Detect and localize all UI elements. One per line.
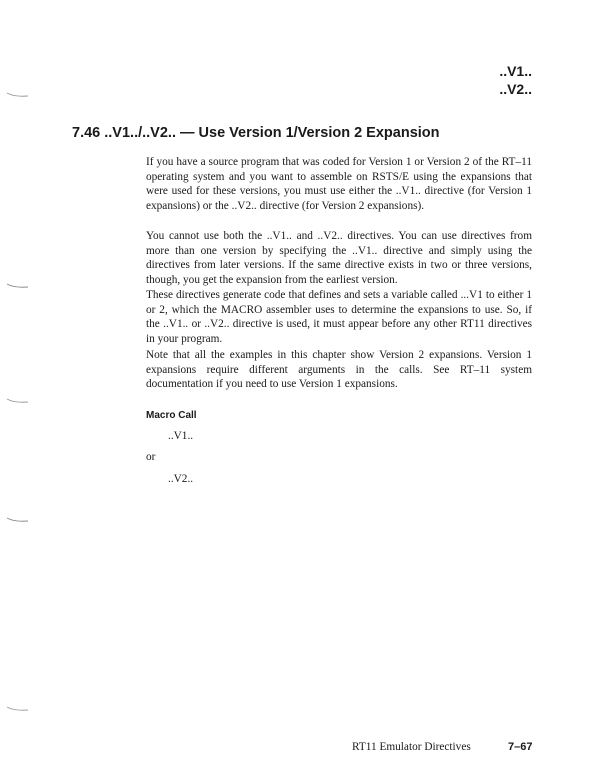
margin-mark bbox=[6, 92, 30, 98]
footer-chapter-title: RT11 Emulator Directives bbox=[352, 741, 471, 753]
paragraph-4: Note that all the examples in this chapter show Version 2 expansions. Version 1 expansions require different arguments in the calls. See RT–11 system documentation if you need to use Version 1 expansions. bbox=[146, 349, 532, 391]
paragraph-3: These directives generate code that defines and sets a variable called ...V1 to either 1 or 2, which the MACRO assembler uses to determine the expansions to use. So, if the ..V1.. or ..V2.. directive is used, it must appear before any other RT11 directives in your program. bbox=[146, 289, 532, 345]
header-tag-v1: ..V1.. bbox=[499, 63, 532, 79]
macro-call-v2: ..V2.. bbox=[168, 473, 194, 485]
macro-call-heading: Macro Call bbox=[146, 410, 197, 421]
margin-mark bbox=[6, 706, 30, 712]
macro-call-v1: ..V1.. bbox=[168, 430, 194, 442]
margin-mark bbox=[6, 517, 30, 523]
header-tag-v2: ..V2.. bbox=[499, 81, 532, 97]
footer-page-number: 7–67 bbox=[508, 741, 533, 753]
section-title: 7.46 ..V1../..V2.. — Use Version 1/Version 2 Expansion bbox=[72, 125, 440, 141]
paragraph-1: If you have a source program that was coded for Version 1 or Version 2 of the RT–11 operating system and you want to assemble on RSTS/E using the expansions that were used for these versions, you must use either the ..V1.. directive (for Version 1 expansions) or the ..V2.. directive (for Version 2 expansions). bbox=[146, 156, 532, 212]
macro-call-or: or bbox=[146, 451, 156, 463]
margin-mark bbox=[6, 398, 30, 404]
paragraph-2: You cannot use both the ..V1.. and ..V2.. directives. You can use directives from more than one version by specifying the ..V1.. directive and simply using the directives from later versions. If the same directive exists in two or three versions, though, you get the expansion from the earliest version. bbox=[146, 230, 532, 286]
running-header bbox=[499, 62, 532, 98]
margin-mark bbox=[6, 283, 30, 289]
